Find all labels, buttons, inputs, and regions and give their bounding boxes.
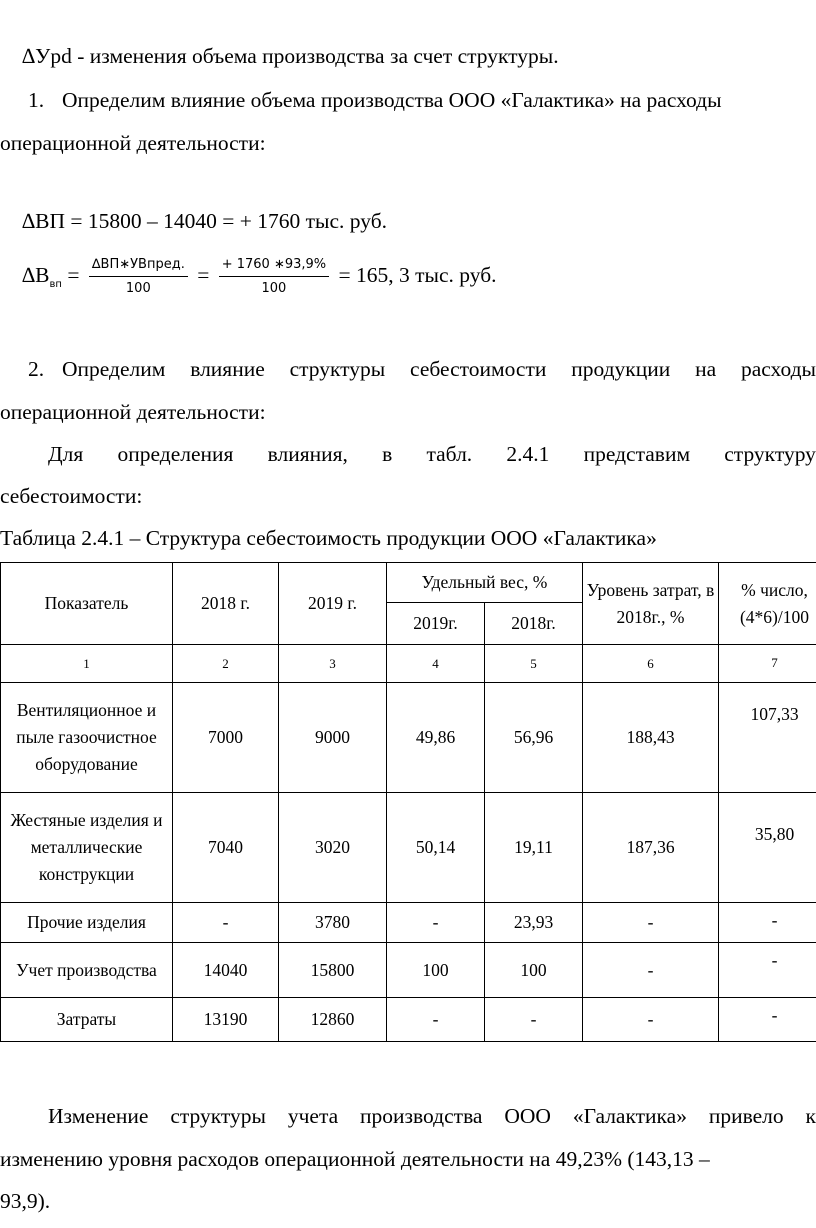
cell: 50,14 xyxy=(387,793,485,903)
col-number: 6 xyxy=(583,645,719,683)
table-row xyxy=(1,683,816,793)
word: влияния, xyxy=(267,442,348,466)
col-number: 3 xyxy=(279,645,387,683)
word: продукции xyxy=(571,357,671,381)
header-share-2018: 2018г. xyxy=(485,603,583,645)
formula-fraction-1 xyxy=(89,257,188,297)
word: привело xyxy=(708,1104,784,1128)
cell: 15800 xyxy=(279,943,387,998)
word: к xyxy=(805,1104,816,1128)
table-row xyxy=(1,903,816,943)
cell: 187,36 xyxy=(583,793,719,903)
word: Для xyxy=(48,442,84,466)
word: в xyxy=(382,442,393,466)
word: на xyxy=(695,357,717,381)
table-row xyxy=(1,998,816,1042)
row-name: Прочие изделия xyxy=(1,903,173,943)
word: себестоимости xyxy=(410,357,547,381)
paragraph-2-continuation: операционной деятельности: xyxy=(0,400,266,424)
row-name: Затраты xyxy=(1,998,173,1042)
formula-eq-1: = xyxy=(67,263,80,287)
cell: - xyxy=(719,998,816,1042)
header-cost-level: Уровень затрат, в 2018г., % xyxy=(583,563,719,645)
formula-fraction-2 xyxy=(219,257,329,297)
cell: - xyxy=(719,903,816,943)
word: 2.4.1 xyxy=(506,442,550,466)
cell: - xyxy=(719,943,816,998)
cell: - xyxy=(485,998,583,1042)
word: расходы xyxy=(740,357,816,381)
col-number: 4 xyxy=(387,645,485,683)
header-percent: % число, (4*6)/100 xyxy=(719,563,816,645)
cell: 107,33 xyxy=(719,683,816,793)
cell: 3020 xyxy=(279,793,387,903)
word: табл. xyxy=(426,442,473,466)
word: структуры xyxy=(170,1104,266,1128)
row-name: Вентиляционное и пыле газоочистное оборудование xyxy=(1,683,173,793)
cell: 7000 xyxy=(173,683,279,793)
cell: 13190 xyxy=(173,998,279,1042)
cell: 9000 xyxy=(279,683,387,793)
word: структуру xyxy=(724,442,816,466)
cell: 100 xyxy=(485,943,583,998)
table-row xyxy=(1,793,816,903)
paragraph-2-text xyxy=(62,355,816,383)
table-row xyxy=(1,943,816,998)
paragraph-1-number: 1. xyxy=(28,88,45,112)
word: представим xyxy=(583,442,691,466)
word: структуры xyxy=(289,357,386,381)
cell: 14040 xyxy=(173,943,279,998)
header-share: Удельный вес, % xyxy=(387,563,583,603)
paragraph-4-end: 93,9). xyxy=(0,1189,51,1213)
cell: - xyxy=(583,903,719,943)
word: «Галактика» xyxy=(572,1104,687,1128)
col-number: 5 xyxy=(485,645,583,683)
paragraph-2-number: 2. xyxy=(28,357,45,381)
cell: 3780 xyxy=(279,903,387,943)
cell: - xyxy=(387,903,485,943)
paragraph-3-text xyxy=(48,440,816,468)
cell: 23,93 xyxy=(485,903,583,943)
word: влияние xyxy=(190,357,265,381)
header-2018: 2018 г. xyxy=(173,563,279,645)
header-2019: 2019 г. xyxy=(279,563,387,645)
cell: 56,96 xyxy=(485,683,583,793)
word: определения xyxy=(117,442,234,466)
col-number: 7 xyxy=(719,645,816,683)
row-name: Учет производства xyxy=(1,943,173,998)
formula-delta-v xyxy=(22,255,497,305)
fraction-2-numerator: + 1760 ∗93,9% xyxy=(219,257,329,277)
word: Определим xyxy=(62,357,166,381)
row-name: Жестяные изделия и металлические конструкции xyxy=(1,793,173,903)
header-share-2019: 2019г. xyxy=(387,603,485,645)
col-number: 2 xyxy=(173,645,279,683)
cell: - xyxy=(387,998,485,1042)
formula-result: = 165, 3 тыс. руб. xyxy=(338,263,497,287)
cost-structure-table xyxy=(0,562,816,1042)
cell: 100 xyxy=(387,943,485,998)
header-indicator: Показатель xyxy=(1,563,173,645)
col-number: 1 xyxy=(1,645,173,683)
table-caption: Таблица 2.4.1 – Структура себестоимость продукции ООО «Галактика» xyxy=(0,526,657,550)
paragraph-1-text: Определим влияние объема производства ООО «Галактика» на расходы xyxy=(62,88,722,112)
cell: - xyxy=(583,998,719,1042)
cell: - xyxy=(583,943,719,998)
cell: 7040 xyxy=(173,793,279,903)
formula-lhs: ∆В xyxy=(22,263,50,287)
paragraph-1-continuation: операционной деятельности: xyxy=(0,131,266,155)
word: производства xyxy=(360,1104,483,1128)
cell: - xyxy=(173,903,279,943)
formula-eq-2: = xyxy=(197,263,210,287)
fraction-1-denominator: 100 xyxy=(125,281,151,297)
paragraph-4-text xyxy=(48,1102,816,1130)
cell: 49,86 xyxy=(387,683,485,793)
fraction-2-denominator: 100 xyxy=(261,281,287,297)
formula-lhs-subscript: вп xyxy=(49,279,62,290)
word: Изменение xyxy=(48,1104,149,1128)
word: ООО xyxy=(504,1104,551,1128)
cell: 35,80 xyxy=(719,793,816,903)
fraction-1-numerator: ∆ВП∗УВпред. xyxy=(89,257,188,277)
cell: 19,11 xyxy=(485,793,583,903)
cell: 12860 xyxy=(279,998,387,1042)
formula-delta-vp: ∆ВП = 15800 – 14040 = + 1760 тыс. руб. xyxy=(22,209,388,233)
paragraph-delta-ypd: ∆Уpd - изменения объема производства за счет структуры. xyxy=(22,44,559,68)
paragraph-4-continuation: изменению уровня расходов операционной деятельности на 49,23% (143,13 – xyxy=(0,1147,710,1171)
cell: 188,43 xyxy=(583,683,719,793)
word: учета xyxy=(287,1104,339,1128)
paragraph-3-continuation: себестоимости: xyxy=(0,484,143,508)
